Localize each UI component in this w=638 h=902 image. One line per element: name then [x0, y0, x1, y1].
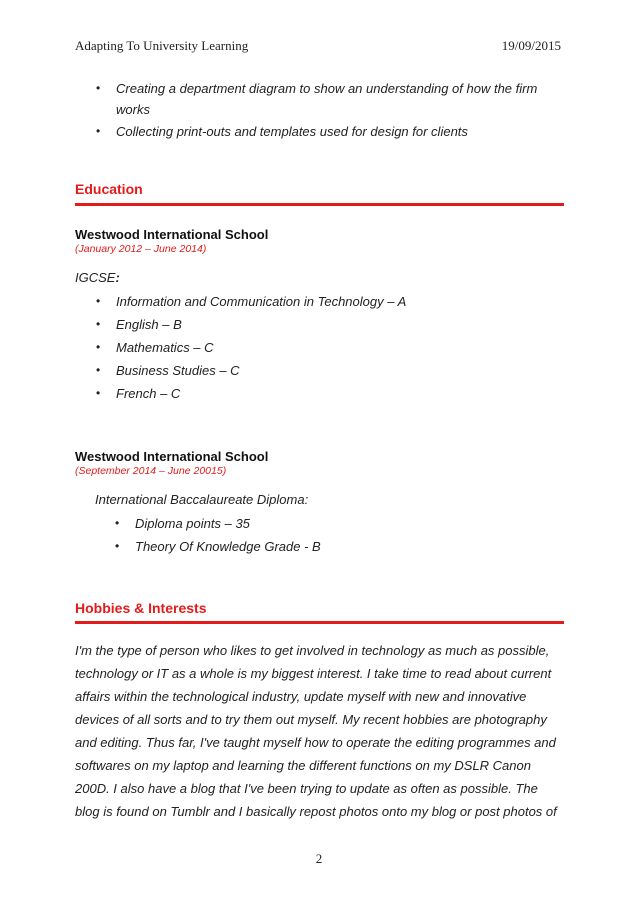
section-divider	[75, 621, 564, 624]
bullet-icon: •	[96, 317, 101, 331]
bullet-icon: •	[96, 363, 101, 377]
school-dates: (January 2012 – June 2014)	[75, 243, 207, 255]
hobbies-heading: Hobbies & Interests	[75, 600, 207, 616]
qualification-heading	[75, 270, 120, 285]
qualification-label: IGCSE	[75, 270, 116, 285]
paragraph-line: and editing. Thus far, I've taught myself how to operate the editing programmes and	[75, 735, 556, 750]
list-item	[96, 336, 214, 359]
bullet-icon: •	[115, 539, 120, 553]
paragraph-line: I'm the type of person who likes to get involved in technology as much as possible,	[75, 643, 550, 658]
list-item-text: Diploma points – 35	[135, 516, 250, 531]
paragraph-line: 200D. I also have a blog that I've been trying to update as often as possible. The	[75, 781, 538, 796]
school-name: Westwood International School	[75, 227, 269, 242]
education-heading: Education	[75, 181, 143, 197]
school-dates: (September 2014 – June 20015)	[75, 465, 227, 477]
subject-grade: French – C	[116, 386, 181, 401]
page-number: 2	[315, 851, 323, 866]
bullet-icon: •	[96, 81, 101, 95]
paragraph-line: softwares on my laptop and learning the different functions on my DSLR Canon	[75, 758, 531, 773]
list-item-text: Collecting print-outs and templates used for design for clients	[116, 124, 468, 139]
list-item	[96, 382, 181, 405]
list-item	[96, 120, 468, 143]
paragraph-line: devices of all sorts and to try them out myself. My recent hobbies are photography	[75, 712, 547, 727]
subject-grade: Business Studies – C	[116, 363, 240, 378]
paragraph-line: blog is found on Tumblr and I basically repost photos onto my blog or post photos of	[75, 804, 557, 819]
list-item-text: Creating a department diagram to show an understanding of how the firm	[116, 81, 538, 96]
list-item	[96, 77, 538, 100]
list-item-continuation	[116, 98, 150, 121]
header-date: 19/09/2015	[501, 38, 561, 53]
list-item-text: works	[116, 102, 150, 117]
section-divider	[75, 203, 564, 206]
paragraph-line: affairs within the technological industry, update myself with new and innovative	[75, 689, 527, 704]
list-item	[96, 290, 407, 313]
list-item	[115, 512, 250, 535]
bullet-icon: •	[96, 340, 101, 354]
list-item	[96, 359, 240, 382]
list-item	[96, 313, 182, 336]
bullet-icon: •	[96, 124, 101, 138]
list-item	[115, 535, 321, 558]
subject-grade: English – B	[116, 317, 182, 332]
paragraph-line: technology or IT as a whole is my biggest interest. I take time to read about current	[75, 666, 552, 681]
subject-grade: Information and Communication in Technology – A	[116, 294, 407, 309]
bullet-icon: •	[96, 294, 101, 308]
subject-grade: Mathematics – C	[116, 340, 214, 355]
list-item-text: Theory Of Knowledge Grade - B	[135, 539, 321, 554]
qualification-heading: International Baccalaureate Diploma:	[95, 492, 309, 507]
qualification-colon: :	[115, 270, 120, 285]
bullet-icon: •	[96, 386, 101, 400]
header-title: Adapting To University Learning	[75, 38, 249, 53]
school-name: Westwood International School	[75, 449, 269, 464]
bullet-icon: •	[115, 516, 120, 530]
